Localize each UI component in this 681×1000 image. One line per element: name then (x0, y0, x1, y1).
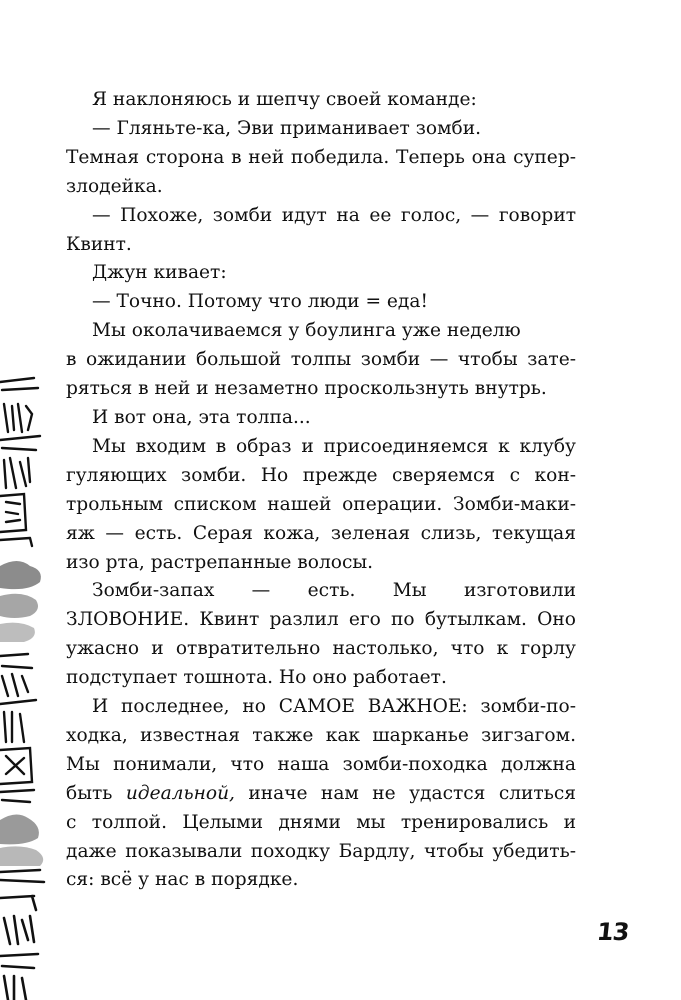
text-run: даже показывали походку Бардлу, чтобы убедить- (66, 840, 576, 862)
text-line (66, 288, 576, 317)
text-run-italic: идеальной, (125, 782, 235, 804)
text-line (66, 751, 576, 780)
text-line (66, 173, 576, 202)
text-run: Джун кивает: (92, 262, 227, 284)
text-run: Мы входим в образ и присоединяемся к клубу (92, 435, 576, 457)
text-line (66, 202, 576, 231)
text-run: яж — есть. Серая кожа, зеленая слизь, текущая (66, 522, 576, 544)
text-run: Мы понимали, что наша зомби-походка должна (66, 753, 576, 775)
text-run: изо рта, растрепанные волосы. (66, 551, 374, 573)
text-run: трольным списком нашей операции. Зомби-маки- (66, 493, 576, 515)
text-run: Я наклоняюсь и шепчу своей команде: (92, 89, 477, 110)
text-line (66, 520, 576, 549)
text-line (66, 231, 576, 260)
text-line (66, 722, 576, 751)
text-line (66, 809, 576, 838)
text-line (66, 462, 576, 491)
text-line (66, 664, 576, 693)
page-number: 13 (595, 918, 630, 946)
text-run: в ожидании большой толпы зомби — чтобы зате- (66, 349, 576, 371)
text-line (66, 838, 576, 867)
text-run: — Гляньте-ка, Эви приманивает зомби. (92, 117, 482, 139)
text-line (66, 404, 576, 433)
text-line (66, 549, 576, 578)
text-run: иначе нам не удастся слиться (234, 782, 576, 804)
text-run: И последнее, но САМОЕ ВАЖНОЕ: зомби-по- (92, 696, 576, 718)
text-line (66, 606, 576, 635)
text-line (66, 346, 576, 375)
text-line (66, 635, 576, 664)
text-line (66, 433, 576, 462)
text-line (66, 780, 576, 809)
text-run: ряться в ней и незаметно проскользнуть внутрь. (66, 378, 547, 400)
margin-illustration (0, 370, 60, 1000)
text-run: ся: всё у нас в порядке. (66, 869, 299, 891)
text-run: Темная сторона в ней победила. Теперь она супер- (66, 146, 576, 168)
text-run: ходка, известная также как шарканье зигзагом. (66, 724, 576, 746)
text-run: быть (66, 782, 126, 804)
text-line (66, 375, 576, 404)
text-run: — Похоже, зомби идут на ее голос, — говорит (92, 204, 576, 226)
body-text (66, 86, 576, 895)
text-run: Квинт. (66, 233, 132, 255)
text-run: с толпой. Целыми днями мы тренировались и (66, 811, 576, 833)
text-line (66, 144, 576, 173)
text-run: — Точно. Потому что люди = еда! (92, 291, 428, 313)
text-run: ужасно и отвратительно настолько, что к горлу (66, 638, 576, 660)
text-line (66, 577, 576, 606)
text-line (66, 693, 576, 722)
text-run: гуляющих зомби. Но прежде сверяемся с кон- (66, 464, 576, 486)
text-run: злодейка. (66, 175, 163, 197)
text-line (66, 259, 576, 288)
text-run: Мы околачиваемся у боулинга уже неделю (92, 320, 521, 342)
text-run: Зомби-запах — есть. Мы изготовили (92, 580, 576, 602)
text-line (66, 317, 576, 346)
text-run: ЗЛОВОНИЕ. Квинт разлил его по бутылкам. Оно (66, 609, 576, 631)
text-line (66, 86, 576, 115)
text-line (66, 491, 576, 520)
text-line (66, 115, 576, 144)
text-run: И вот она, эта толпа... (92, 406, 311, 428)
text-run: подступает тошнота. Но оно работает. (66, 667, 447, 689)
text-line (66, 866, 576, 895)
